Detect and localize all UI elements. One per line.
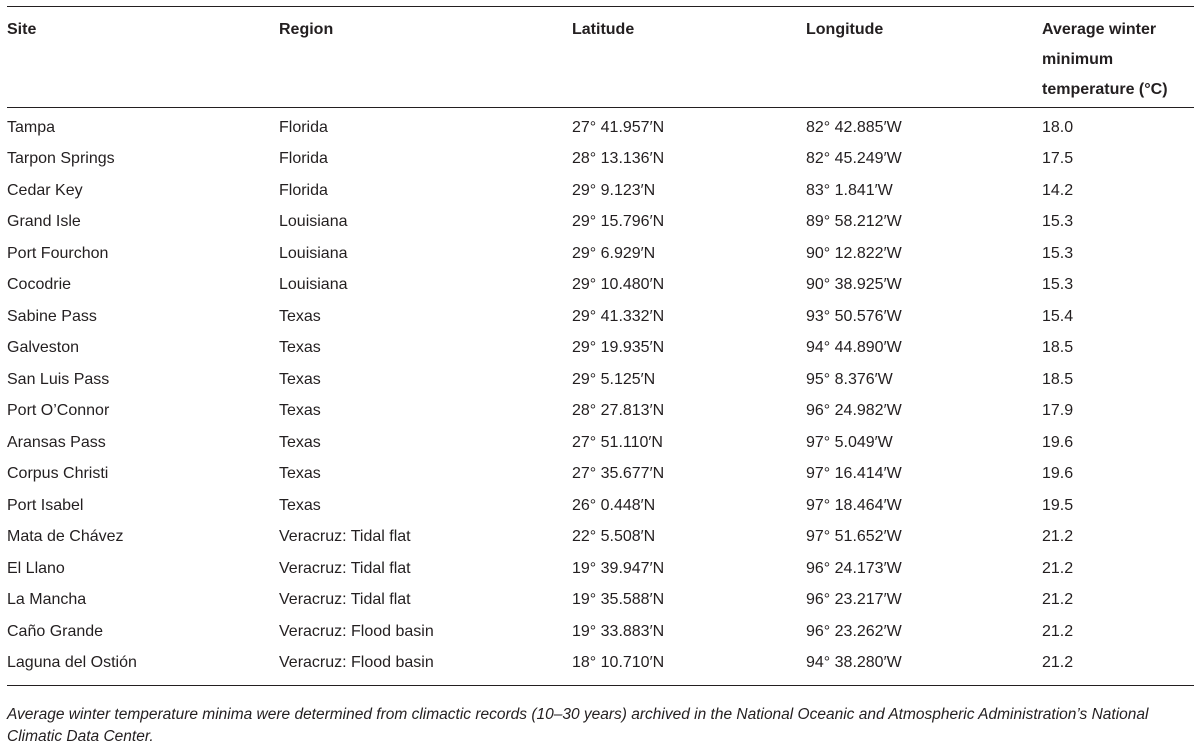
cell-longitude: 97° 51.652′W <box>806 528 902 546</box>
table-row <box>7 364 1194 396</box>
cell-site: Cocodrie <box>7 276 72 294</box>
cell-site: Aransas Pass <box>7 433 106 451</box>
cell-region: Texas <box>279 370 321 388</box>
cell-latitude: 22° 5.508′N <box>572 528 656 546</box>
cell-region: Louisiana <box>279 276 348 294</box>
cell-temperature: 14.2 <box>1042 181 1074 199</box>
cell-region: Texas <box>279 433 321 451</box>
cell-site: Mata de Chávez <box>7 528 124 546</box>
table-row <box>7 427 1194 459</box>
cell-latitude: 19° 39.947′N <box>572 559 665 577</box>
cell-latitude: 27° 35.677′N <box>572 465 665 483</box>
cell-site: Corpus Christi <box>7 465 109 483</box>
cell-region: Veracruz: Tidal flat <box>279 559 411 577</box>
cell-site: Caño Grande <box>7 622 104 640</box>
cell-latitude: 19° 33.883′N <box>572 622 665 640</box>
table-row <box>7 490 1194 522</box>
header-longitude: Longitude <box>806 21 884 38</box>
cell-temperature: 15.3 <box>1042 276 1074 294</box>
cell-latitude: 26° 0.448′N <box>572 496 656 514</box>
cell-site: Sabine Pass <box>7 307 97 325</box>
table-row <box>7 333 1194 365</box>
cell-site: Galveston <box>7 339 80 357</box>
cell-region: Florida <box>279 118 328 136</box>
cell-temperature: 19.5 <box>1042 496 1074 514</box>
cell-temperature: 15.3 <box>1042 244 1074 262</box>
cell-temperature: 17.5 <box>1042 150 1074 168</box>
data-table-container <box>7 6 1194 686</box>
cell-longitude: 82° 45.249′W <box>806 150 902 168</box>
cell-region: Florida <box>279 150 328 168</box>
header-row <box>7 7 1194 107</box>
cell-latitude: 29° 9.123′N <box>572 181 656 199</box>
cell-region: Veracruz: Tidal flat <box>279 591 411 609</box>
sites-table <box>7 7 1194 107</box>
table-row <box>7 522 1194 554</box>
cell-temperature: 21.2 <box>1042 559 1074 577</box>
header-temperature-line2: minimum <box>1042 51 1114 68</box>
cell-longitude: 96° 24.982′W <box>806 402 902 420</box>
cell-latitude: 29° 41.332′N <box>572 307 665 325</box>
sites-table-body <box>7 108 1194 685</box>
cell-longitude: 94° 44.890′W <box>806 339 902 357</box>
cell-temperature: 15.4 <box>1042 307 1074 325</box>
table-row <box>7 238 1194 270</box>
cell-latitude: 29° 19.935′N <box>572 339 665 357</box>
cell-temperature: 21.2 <box>1042 528 1074 546</box>
cell-latitude: 19° 35.588′N <box>572 591 665 609</box>
cell-region: Louisiana <box>279 213 348 231</box>
cell-temperature: 17.9 <box>1042 402 1074 420</box>
cell-latitude: 29° 15.796′N <box>572 213 665 231</box>
cell-site: Port Isabel <box>7 496 84 514</box>
cell-site: La Mancha <box>7 591 87 609</box>
cell-region: Veracruz: Tidal flat <box>279 528 411 546</box>
table-row <box>7 396 1194 428</box>
cell-site: Grand Isle <box>7 213 81 231</box>
table-row <box>7 301 1194 333</box>
cell-site: Tampa <box>7 118 56 136</box>
cell-temperature: 19.6 <box>1042 465 1074 483</box>
cell-longitude: 94° 38.280′W <box>806 654 902 672</box>
cell-longitude: 97° 16.414′W <box>806 465 902 483</box>
cell-longitude: 96° 24.173′W <box>806 559 902 577</box>
cell-temperature: 18.5 <box>1042 370 1074 388</box>
cell-temperature: 19.6 <box>1042 433 1074 451</box>
cell-latitude: 27° 41.957′N <box>572 118 665 136</box>
table-footnote: Average winter temperature minima were determined from climactic records (10–30 years) archived in the National Oceanic and Atmospheric Administration’s National Climatic Data Center. <box>7 706 1149 745</box>
header-site: Site <box>7 21 37 38</box>
cell-temperature: 15.3 <box>1042 213 1074 231</box>
header-region: Region <box>279 21 334 38</box>
header-latitude: Latitude <box>572 21 635 38</box>
cell-site: San Luis Pass <box>7 370 110 388</box>
table-row <box>7 553 1194 585</box>
cell-temperature: 21.2 <box>1042 654 1074 672</box>
table-row <box>7 108 1194 144</box>
cell-region: Texas <box>279 465 321 483</box>
cell-latitude: 29° 10.480′N <box>572 276 665 294</box>
header-temperature-line3: temperature (°C) <box>1042 81 1168 98</box>
cell-latitude: 29° 5.125′N <box>572 370 656 388</box>
cell-region: Florida <box>279 181 328 199</box>
cell-region: Texas <box>279 339 321 357</box>
cell-latitude: 27° 51.110′N <box>572 433 663 451</box>
cell-site: Laguna del Ostión <box>7 654 137 672</box>
cell-site: Port Fourchon <box>7 244 109 262</box>
cell-latitude: 18° 10.710′N <box>572 654 665 672</box>
cell-region: Texas <box>279 402 321 420</box>
table-header <box>7 7 1194 107</box>
cell-longitude: 83° 1.841′W <box>806 181 893 199</box>
cell-longitude: 97° 5.049′W <box>806 433 893 451</box>
cell-latitude: 28° 13.136′N <box>572 150 665 168</box>
header-temperature-line1: Average winter <box>1042 21 1157 38</box>
cell-temperature: 18.5 <box>1042 339 1074 357</box>
cell-site: El Llano <box>7 559 65 577</box>
table-row <box>7 616 1194 648</box>
cell-temperature: 18.0 <box>1042 118 1074 136</box>
cell-longitude: 90° 38.925′W <box>806 276 902 294</box>
cell-latitude: 28° 27.813′N <box>572 402 665 420</box>
cell-region: Veracruz: Flood basin <box>279 654 434 672</box>
cell-longitude: 96° 23.217′W <box>806 591 902 609</box>
cell-temperature: 21.2 <box>1042 591 1074 609</box>
table-row <box>7 175 1194 207</box>
table-row <box>7 144 1194 176</box>
cell-region: Texas <box>279 496 321 514</box>
cell-site: Cedar Key <box>7 181 83 199</box>
table-row <box>7 459 1194 491</box>
table-row <box>7 270 1194 302</box>
cell-temperature: 21.2 <box>1042 622 1074 640</box>
table-row <box>7 585 1194 617</box>
cell-longitude: 89° 58.212′W <box>806 213 902 231</box>
table-body <box>7 108 1194 685</box>
table-row <box>7 648 1194 680</box>
cell-site: Port O’Connor <box>7 402 110 420</box>
cell-site: Tarpon Springs <box>7 150 115 168</box>
cell-latitude: 29° 6.929′N <box>572 244 656 262</box>
cell-longitude: 82° 42.885′W <box>806 118 902 136</box>
cell-longitude: 96° 23.262′W <box>806 622 902 640</box>
cell-longitude: 95° 8.376′W <box>806 370 893 388</box>
cell-region: Louisiana <box>279 244 348 262</box>
cell-longitude: 97° 18.464′W <box>806 496 902 514</box>
header-temperature <box>1042 7 1194 107</box>
table-row <box>7 207 1194 239</box>
cell-region: Veracruz: Flood basin <box>279 622 434 640</box>
cell-region: Texas <box>279 307 321 325</box>
cell-longitude: 90° 12.822′W <box>806 244 902 262</box>
cell-longitude: 93° 50.576′W <box>806 307 902 325</box>
table-bottom-rule <box>7 685 1194 686</box>
